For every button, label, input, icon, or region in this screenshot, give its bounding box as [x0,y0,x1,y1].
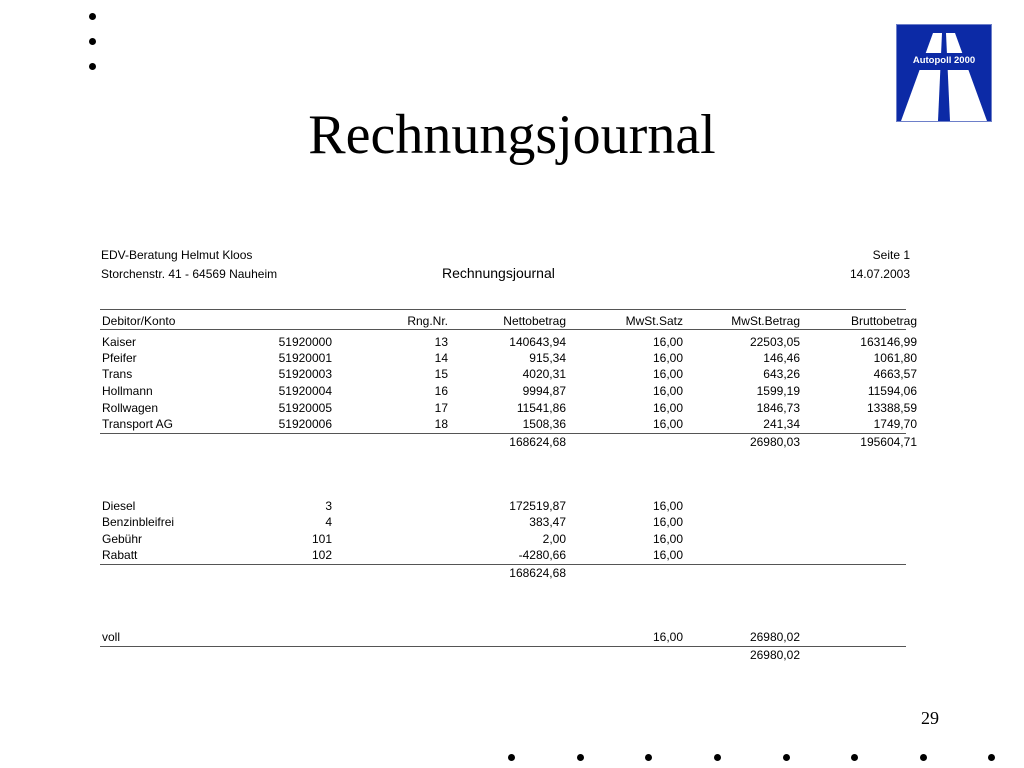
cell-mwst: 241,34 [763,417,800,431]
cell-netto: 140643,94 [509,335,566,349]
cell-name: Pfeifer [102,351,137,365]
page-number: 29 [921,708,939,728]
article-total-netto: 168624,68 [509,566,566,580]
tax-total-betrag: 26980,02 [749,648,800,662]
report-date: 14.07.2003 [849,267,910,281]
cell-netto: 11541,86 [516,401,566,415]
tax-betrag: 26980,02 [749,630,800,644]
article-satz: 16,00 [652,532,683,546]
header-mwst-satz: MwSt.Satz [625,314,683,328]
article-name: Gebühr [102,532,143,546]
article-satz: 16,00 [652,499,683,513]
article-satz: 16,00 [652,548,683,562]
header-mwst-betrag: MwSt.Betrag [731,314,800,328]
tax-name: voll [102,630,121,644]
cell-mwst: 643,26 [763,367,800,381]
cell-satz: 16,00 [652,384,683,398]
divider [100,329,906,330]
article-nr: 101 [311,532,332,546]
article-netto: 172519,87 [509,499,566,513]
cell-mwst: 146,46 [763,351,800,365]
cell-rng: 13 [434,335,448,349]
cell-satz: 16,00 [652,417,683,431]
report-page-label: Seite 1 [872,248,910,262]
tax-satz: 16,00 [652,630,683,644]
header-netto: Nettobetrag [503,314,566,328]
cell-satz: 16,00 [652,367,683,381]
article-nr: 102 [311,548,332,562]
cell-rng: 14 [434,351,448,365]
cell-satz: 16,00 [652,401,683,415]
cell-name: Hollmann [102,384,153,398]
article-nr: 4 [325,515,332,529]
company-name: EDV-Beratung Helmut Kloos [101,248,253,262]
report-title: Rechnungsjournal [442,265,555,281]
article-nr: 3 [325,499,332,513]
cell-satz: 16,00 [652,351,683,365]
cell-netto: 915,34 [529,351,566,365]
cell-rng: 18 [434,417,448,431]
cell-name: Rollwagen [102,401,159,415]
article-netto: 2,00 [542,532,566,546]
company-address: Storchenstr. 41 - 64569 Nauheim [101,267,278,281]
total-brutto: 195604,71 [860,435,917,449]
cell-rng: 16 [434,384,448,398]
cell-brutto: 1749,70 [873,417,917,431]
cell-netto: 9994,87 [522,384,566,398]
article-name: Diesel [102,499,136,513]
cell-konto: 51920003 [278,367,332,381]
cell-name: Kaiser [102,335,137,349]
slide-title: Rechnungsjournal [308,104,716,166]
cell-brutto: 163146,99 [860,335,917,349]
article-name: Rabatt [102,548,138,562]
cell-mwst: 22503,05 [749,335,800,349]
cell-konto: 51920006 [278,417,332,431]
cell-satz: 16,00 [652,335,683,349]
cell-name: Trans [102,367,133,381]
cell-netto: 1508,36 [522,417,566,431]
article-name: Benzinbleifrei [102,515,175,529]
total-mwst: 26980,03 [749,435,800,449]
cell-mwst: 1599,19 [756,384,800,398]
logo-text: Autopoll 2000 [912,55,976,66]
article-netto: -4280,66 [518,548,566,562]
cell-brutto: 4663,57 [873,367,917,381]
cell-mwst: 1846,73 [756,401,800,415]
cell-konto: 51920001 [278,351,332,365]
cell-name: Transport AG [102,417,173,431]
article-satz: 16,00 [652,515,683,529]
cell-konto: 51920005 [278,401,332,415]
header-rng: Rng.Nr. [407,314,448,328]
cell-brutto: 1061,80 [873,351,917,365]
cell-konto: 51920000 [278,335,332,349]
cell-rng: 15 [434,367,448,381]
cell-rng: 17 [434,401,448,415]
header-debitor: Debitor/Konto [102,314,176,328]
cell-netto: 4020,31 [522,367,566,381]
cell-brutto: 11594,06 [867,384,917,398]
cell-konto: 51920004 [278,384,332,398]
article-netto: 383,47 [529,515,566,529]
total-netto: 168624,68 [509,435,566,449]
header-brutto: Bruttobetrag [850,314,917,328]
divider [100,309,906,310]
cell-brutto: 13388,59 [866,401,917,415]
